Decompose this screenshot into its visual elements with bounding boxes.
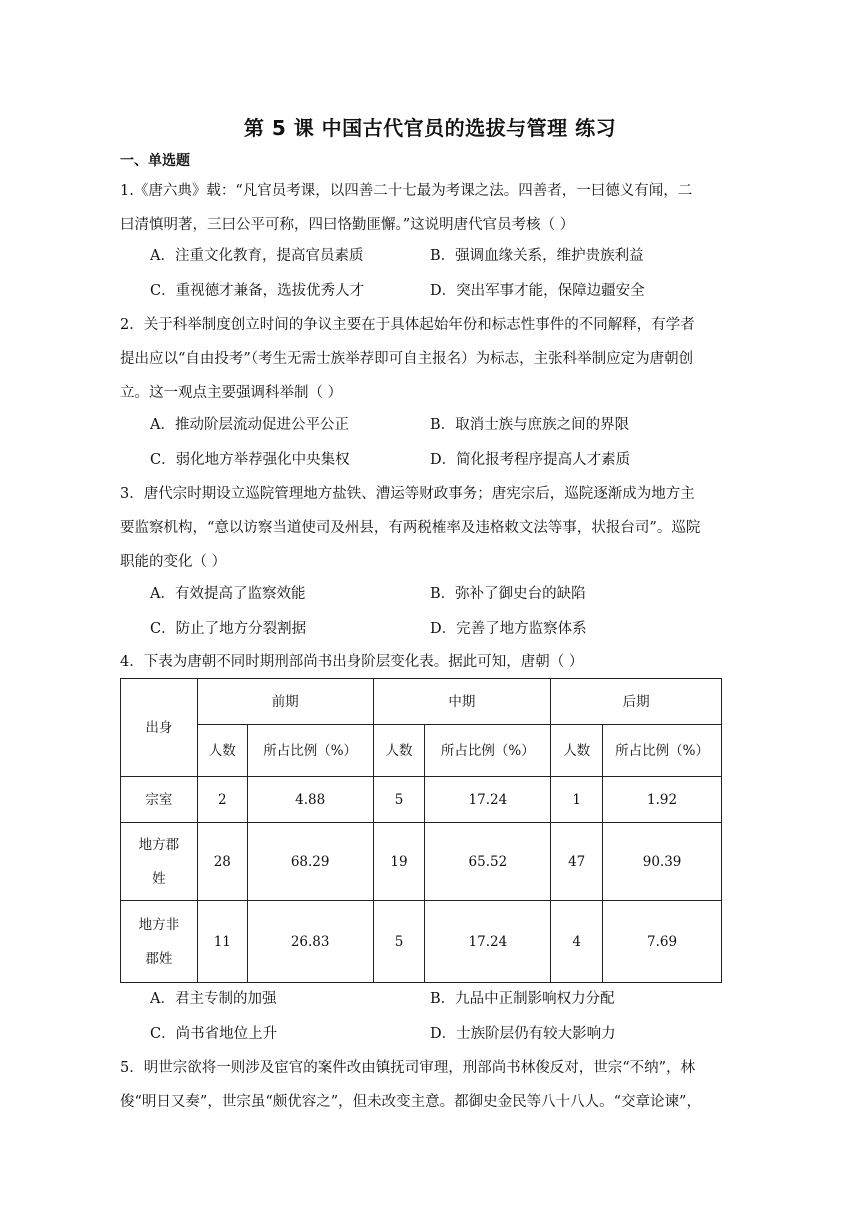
q1-option-b: B．强调血缘关系，维护贵族利益 xyxy=(430,248,644,264)
table-cell: 5 xyxy=(373,901,425,983)
q1-line-2: 曰清慎明著，三曰公平可称，四曰恪勤匪懈。”这说明唐代官员考核（ ） xyxy=(120,217,575,233)
q2-line-2: 提出应以“自由投考”（考生无需士族举荐即可自主报名）为标志，主张科举制应定为唐朝创 xyxy=(120,351,694,367)
table-header-count: 人数 xyxy=(551,725,603,777)
q2-option-b: B．取消士族与庶族之间的界限 xyxy=(430,417,630,433)
row-label xyxy=(121,823,198,901)
q3-option-c: C．防止了地方分裂割据 xyxy=(150,621,307,637)
q2-option-c: C．弱化地方举荐强化中央集权 xyxy=(150,452,350,468)
table-row xyxy=(121,901,722,983)
table-header-ratio: 所占比例（%） xyxy=(603,725,722,777)
table-cell: 1 xyxy=(551,777,603,823)
q1-option-d: D．突出军事才能，保障边疆安全 xyxy=(430,283,645,299)
table-header-period-mid: 中期 xyxy=(373,679,551,725)
table-cell: 68.29 xyxy=(247,823,373,901)
q2-line-1: 2．关于科举制度创立时间的争议主要在于具体起始年份和标志性事件的不同解释，有学者 xyxy=(120,317,695,333)
table-cell: 90.39 xyxy=(603,823,722,901)
table-header-origin: 出身 xyxy=(121,679,198,777)
table-cell: 11 xyxy=(197,901,247,983)
table-header-count: 人数 xyxy=(197,725,247,777)
q5-line-1: 5．明世宗欲将一则涉及宦官的案件改由镇抚司审理，刑部尚书林俊反对，世宗“不纳”，林 xyxy=(120,1060,696,1076)
q1-option-a: A．注重文化教育，提高官员素质 xyxy=(150,248,364,264)
row-label xyxy=(121,901,198,983)
table-cell: 65.52 xyxy=(425,823,551,901)
row-label-line: 地方郡 xyxy=(138,836,180,853)
q2-option-d: D．简化报考程序提高人才素质 xyxy=(430,452,631,468)
q4-option-d: D．士族阶层仍有较大影响力 xyxy=(430,1026,616,1042)
q3-option-d: D．完善了地方监察体系 xyxy=(430,621,587,637)
table-cell: 17.24 xyxy=(425,901,551,983)
origin-table xyxy=(120,678,722,983)
row-label-line: 郡姓 xyxy=(145,950,173,967)
table-header-period-late: 后期 xyxy=(551,679,722,725)
q5-line-2: 俊“明日又奏”，世宗虽“颇优容之”，但未改变主意。都御史金民等八十八人。“交章论谏”， xyxy=(120,1094,701,1110)
table-cell: 2 xyxy=(197,777,247,823)
table-cell: 4 xyxy=(551,901,603,983)
row-label-line: 姓 xyxy=(152,870,166,887)
table-cell: 19 xyxy=(373,823,425,901)
table-cell: 28 xyxy=(197,823,247,901)
table-header-ratio: 所占比例（%） xyxy=(425,725,551,777)
q2-line-3: 立。这一观点主要强调科举制（ ） xyxy=(120,385,343,401)
q4-option-c: C．尚书省地位上升 xyxy=(150,1026,278,1042)
q1-option-c: C．重视德才兼备，选拔优秀人才 xyxy=(150,283,365,299)
page-title: 第 5 课 中国古代官员的选拔与管理 练习 xyxy=(243,116,617,140)
q3-option-a: A．有效提高了监察效能 xyxy=(150,586,306,602)
table-header-period-early: 前期 xyxy=(197,679,373,725)
table-cell: 7.69 xyxy=(603,901,722,983)
table-row xyxy=(121,777,722,823)
q3-option-b: B．弥补了御史台的缺陷 xyxy=(430,586,586,602)
q3-line-2: 要监察机构，“意以访察当道使司及州县，有两税榷率及违格敕文法等事，状报台司”。巡院 xyxy=(120,520,701,536)
table-cell: 5 xyxy=(373,777,425,823)
table-cell: 1.92 xyxy=(603,777,722,823)
row-label: 宗室 xyxy=(121,777,198,823)
q2-option-a: A．推动阶层流动促进公平公正 xyxy=(150,417,349,433)
section-heading: 一、单选题 xyxy=(120,153,190,169)
q4-option-b: B．九品中正制影响权力分配 xyxy=(430,991,615,1007)
q3-line-3: 职能的变化（ ） xyxy=(120,554,227,570)
table-cell: 26.83 xyxy=(247,901,373,983)
table-cell: 17.24 xyxy=(425,777,551,823)
table-header-count: 人数 xyxy=(373,725,425,777)
q4-option-a: A．君主专制的加强 xyxy=(150,991,277,1007)
row-label-line: 地方非 xyxy=(138,916,180,933)
table-cell: 47 xyxy=(551,823,603,901)
table-header-ratio: 所占比例（%） xyxy=(247,725,373,777)
table-row xyxy=(121,823,722,901)
q4-line-1: 4．下表为唐朝不同时期刑部尚书出身阶层变化表。据此可知，唐朝（ ） xyxy=(120,654,584,670)
q3-line-1: 3．唐代宗时期设立巡院管理地方盐铁、漕运等财政事务；唐宪宗后，巡院逐渐成为地方主 xyxy=(120,486,695,502)
q1-line-1: 1.《唐六典》载：“凡官员考课，以四善二十七最为考课之法。四善者，一曰德义有闻，二 xyxy=(120,183,693,199)
table-cell: 4.88 xyxy=(247,777,373,823)
